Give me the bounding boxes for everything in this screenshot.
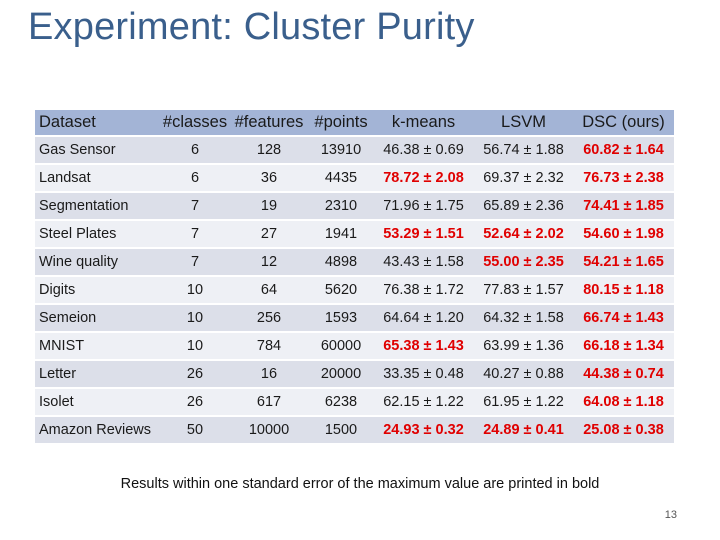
table-row	[35, 221, 674, 247]
table-cell: 256	[229, 305, 309, 331]
table-cell: 10000	[229, 417, 309, 443]
table-cell: 54.60 ± 1.98	[573, 221, 674, 247]
table-cell: 65.38 ± 1.43	[373, 333, 474, 359]
table-cell: 10	[161, 277, 229, 303]
table-row	[35, 249, 674, 275]
column-header: DSC (ours)	[573, 110, 674, 135]
table-cell: 76.38 ± 1.72	[373, 277, 474, 303]
table-cell: 64.64 ± 1.20	[373, 305, 474, 331]
table-cell: 10	[161, 333, 229, 359]
table-row	[35, 193, 674, 219]
table-row	[35, 277, 674, 303]
table-cell: 74.41 ± 1.85	[573, 193, 674, 219]
table-row	[35, 165, 674, 191]
table-cell: 78.72 ± 2.08	[373, 165, 474, 191]
table-body	[35, 137, 674, 443]
table-cell: 62.15 ± 1.22	[373, 389, 474, 415]
table-cell: 63.99 ± 1.36	[474, 333, 573, 359]
column-header: Dataset	[35, 110, 161, 135]
table-row	[35, 417, 674, 443]
table-cell: 64.32 ± 1.58	[474, 305, 573, 331]
table-cell: 77.83 ± 1.57	[474, 277, 573, 303]
table-cell: 1500	[309, 417, 373, 443]
table-cell: 80.15 ± 1.18	[573, 277, 674, 303]
dataset-name-cell: Wine quality	[35, 249, 161, 275]
table-cell: 4435	[309, 165, 373, 191]
column-header: #points	[309, 110, 373, 135]
table-cell: 52.64 ± 2.02	[474, 221, 573, 247]
table-cell: 19	[229, 193, 309, 219]
column-header: #features	[229, 110, 309, 135]
table-cell: 65.89 ± 2.36	[474, 193, 573, 219]
dataset-name-cell: Semeion	[35, 305, 161, 331]
table-header-row	[35, 110, 674, 135]
results-caption: Results within one standard error of the maximum value are printed in bold	[120, 476, 600, 492]
dataset-name-cell: Isolet	[35, 389, 161, 415]
table-cell: 71.96 ± 1.75	[373, 193, 474, 219]
table-cell: 43.43 ± 1.58	[373, 249, 474, 275]
dataset-name-cell: Segmentation	[35, 193, 161, 219]
table-cell: 33.35 ± 0.48	[373, 361, 474, 387]
table-cell: 16	[229, 361, 309, 387]
column-header: #classes	[161, 110, 229, 135]
table-row	[35, 305, 674, 331]
table-cell: 6	[161, 137, 229, 163]
table-cell: 36	[229, 165, 309, 191]
table-row	[35, 361, 674, 387]
page-number: 13	[664, 509, 677, 521]
dataset-name-cell: MNIST	[35, 333, 161, 359]
table-cell: 12	[229, 249, 309, 275]
table-cell: 46.38 ± 0.69	[373, 137, 474, 163]
dataset-name-cell: Amazon Reviews	[35, 417, 161, 443]
dataset-name-cell: Landsat	[35, 165, 161, 191]
table-cell: 5620	[309, 277, 373, 303]
table-cell: 617	[229, 389, 309, 415]
table-cell: 26	[161, 389, 229, 415]
table-cell: 10	[161, 305, 229, 331]
dataset-name-cell: Digits	[35, 277, 161, 303]
table-cell: 7	[161, 249, 229, 275]
slide-title: Experiment: Cluster Purity	[28, 6, 475, 48]
table-cell: 6238	[309, 389, 373, 415]
table-cell: 50	[161, 417, 229, 443]
table-cell: 69.37 ± 2.32	[474, 165, 573, 191]
dataset-name-cell: Letter	[35, 361, 161, 387]
table-cell: 40.27 ± 0.88	[474, 361, 573, 387]
table-cell: 61.95 ± 1.22	[474, 389, 573, 415]
table-cell: 2310	[309, 193, 373, 219]
table-cell: 56.74 ± 1.88	[474, 137, 573, 163]
table-cell: 25.08 ± 0.38	[573, 417, 674, 443]
table-cell: 1593	[309, 305, 373, 331]
table-cell: 27	[229, 221, 309, 247]
table-cell: 55.00 ± 2.35	[474, 249, 573, 275]
table-cell: 7	[161, 221, 229, 247]
results-table	[35, 108, 674, 445]
table-cell: 1941	[309, 221, 373, 247]
table-cell: 64	[229, 277, 309, 303]
table-cell: 54.21 ± 1.65	[573, 249, 674, 275]
table-cell: 53.29 ± 1.51	[373, 221, 474, 247]
table-cell: 26	[161, 361, 229, 387]
table-cell: 24.89 ± 0.41	[474, 417, 573, 443]
table-row	[35, 137, 674, 163]
table-row	[35, 389, 674, 415]
column-header: LSVM	[474, 110, 573, 135]
table-cell: 76.73 ± 2.38	[573, 165, 674, 191]
table-cell: 784	[229, 333, 309, 359]
table-row	[35, 333, 674, 359]
table-cell: 7	[161, 193, 229, 219]
table-cell: 66.74 ± 1.43	[573, 305, 674, 331]
dataset-name-cell: Gas Sensor	[35, 137, 161, 163]
table-cell: 20000	[309, 361, 373, 387]
table-cell: 128	[229, 137, 309, 163]
table-cell: 60.82 ± 1.64	[573, 137, 674, 163]
table-cell: 13910	[309, 137, 373, 163]
table-cell: 60000	[309, 333, 373, 359]
table-cell: 6	[161, 165, 229, 191]
table-cell: 64.08 ± 1.18	[573, 389, 674, 415]
table-cell: 66.18 ± 1.34	[573, 333, 674, 359]
table-cell: 44.38 ± 0.74	[573, 361, 674, 387]
column-header: k-means	[373, 110, 474, 135]
table-cell: 24.93 ± 0.32	[373, 417, 474, 443]
dataset-name-cell: Steel Plates	[35, 221, 161, 247]
table-cell: 4898	[309, 249, 373, 275]
